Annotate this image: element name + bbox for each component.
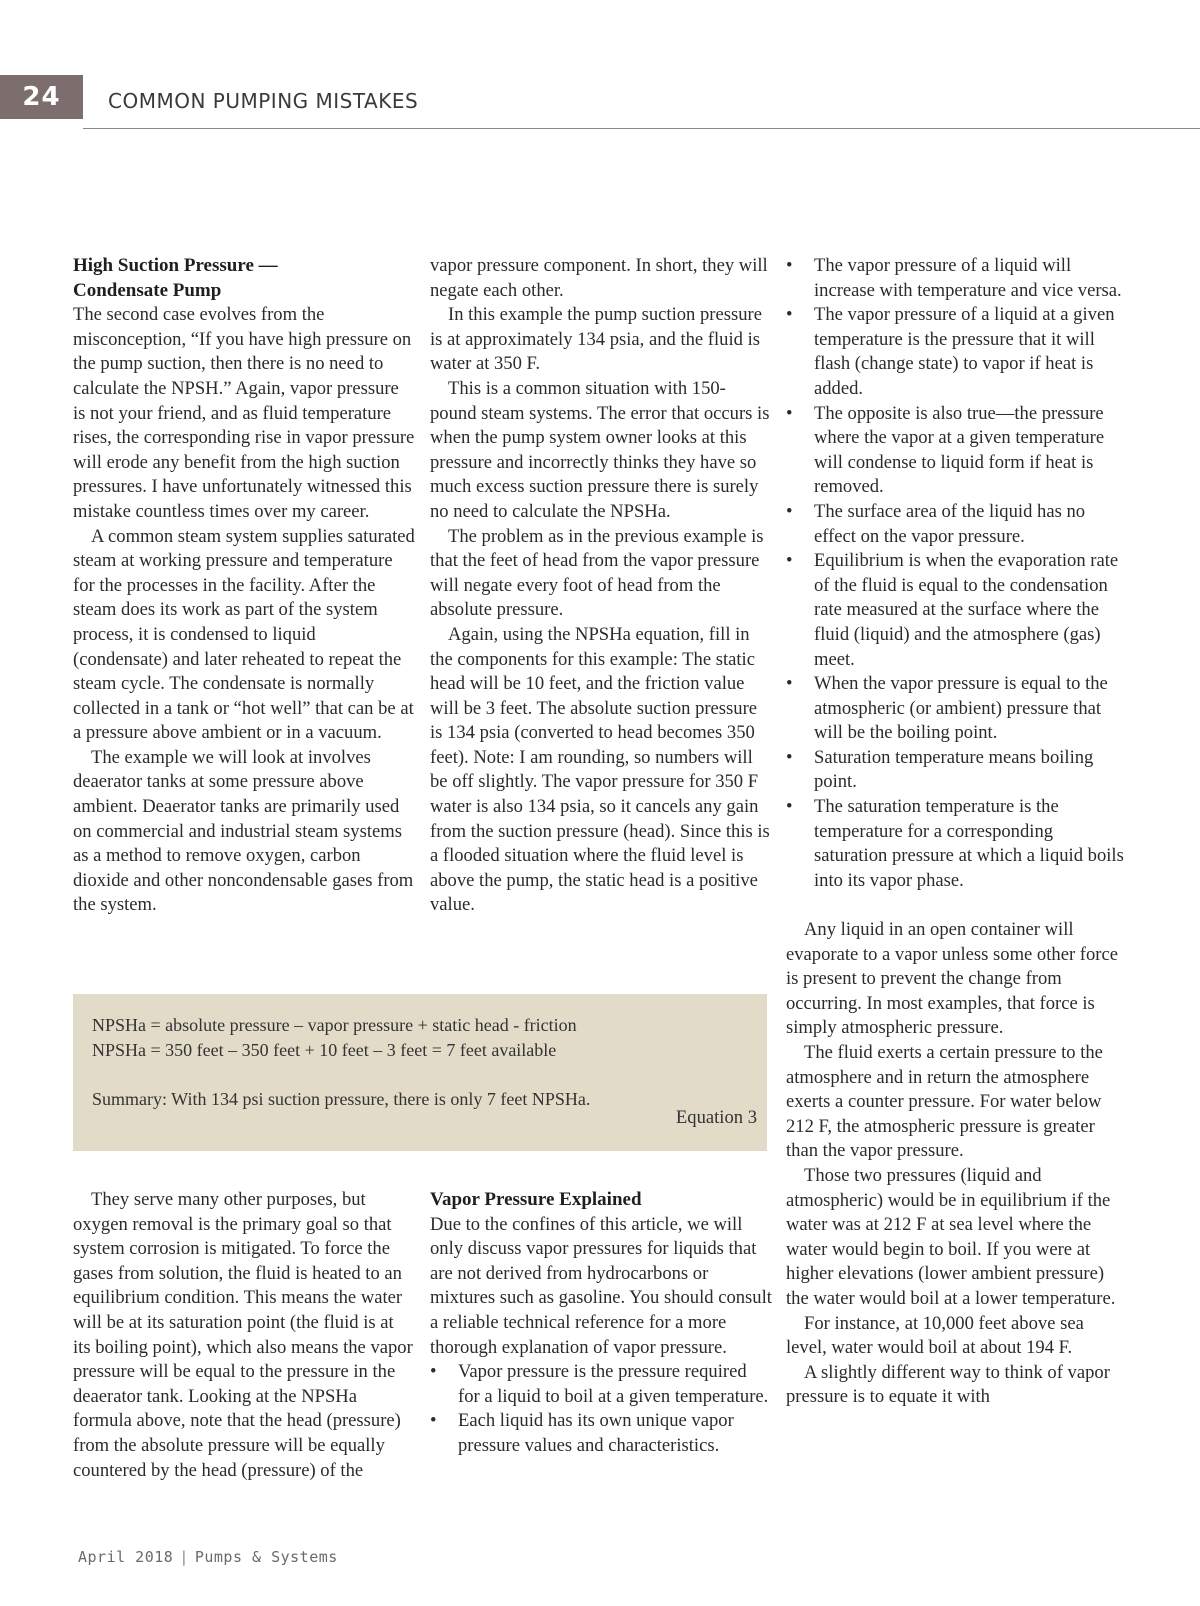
list-item: • Vapor pressure is the pressure required for a liquid to boil at a given temperature.	[430, 1361, 769, 1407]
bullet-icon: •	[786, 304, 793, 326]
paragraph: The example we will look at involves deaerator tanks at some pressure above ambient. Deaerator tanks are primarily used on commercial and industrial steam systems as a method to remove oxygen, carbon dioxide and other noncondensable gases from the system.	[73, 746, 414, 916]
equation-label: Equation 3	[675, 1107, 757, 1128]
column-3	[786, 254, 1128, 1410]
equation-box	[73, 994, 767, 1151]
list-item: • The opposite is also true—the pressure where the vapor at a given temperature will condense to liquid form if heat is removed.	[786, 402, 1105, 498]
heading-high-suction-line2: Condensate Pump	[73, 279, 222, 301]
column-1-top	[73, 254, 415, 918]
equation-summary: Summary: With 134 psi suction pressure, there is only 7 feet NPSHa.	[92, 1089, 591, 1109]
bullet-list	[786, 254, 1128, 893]
paragraph: A common steam system supplies saturated steam at working pressure and temperature for the processes in the facility. After the steam does its work as part of the system process, it is condensed to liquid (condensate) and later reheated to repeat the steam cycle. The condensate is normally collected in a tank or “hot well” that can be at a pressure above ambient or in a vacuum.	[73, 525, 415, 744]
paragraph: The problem as in the previous example is that the feet of head from the vapor pressure will negate every foot of head from the absolute pressure.	[430, 525, 764, 621]
header-divider	[83, 128, 1200, 129]
bullet-icon: •	[786, 746, 793, 768]
paragraph: vapor pressure component. In short, they will negate each other.	[430, 255, 768, 301]
bullet-icon: •	[786, 550, 793, 572]
equation-line-2: NPSHa = 350 feet – 350 feet + 10 feet – 3 feet = 7 feet available	[92, 1040, 557, 1060]
paragraph: This is a common situation with 150-pound steam systems. The error that occurs is when the pump system owner looks at this pressure and incorrectly thinks they have so much excess suction pressure there is surely no need to calculate the NPSHa.	[430, 377, 770, 522]
section-title: COMMON PUMPING MISTAKES	[108, 89, 419, 113]
paragraph: A slightly different way to think of vapor pressure is to equate it with	[786, 1361, 1110, 1408]
column-1-bottom	[73, 1188, 415, 1483]
footer-separator: |	[179, 1548, 189, 1566]
bullet-icon: •	[786, 500, 793, 522]
bullet-icon: •	[786, 796, 793, 818]
list-item: • The vapor pressure of a liquid will increase with temperature and vice versa.	[786, 255, 1122, 301]
paragraph: Any liquid in an open container will evaporate to a vapor unless some other force is present to prevent the change from occurring. In most examples, that force is simply atmospheric pressure.	[786, 919, 1118, 1039]
footer-magazine: Pumps & Systems	[194, 1548, 338, 1566]
bullet-icon: •	[786, 402, 793, 424]
paragraph: Those two pressures (liquid and atmospheric) would be in equilibrium if the water was at 212 F at sea level where the water would begin to boil. If you were at higher elevations (lower ambient pressure) the water would boil at a lower temperature.	[786, 1164, 1116, 1309]
paragraph: They serve many other purposes, but oxygen removal is the primary goal so that system corrosion is mitigated. To force the gases from solution, the fluid is heated to an equilibrium condition. This means the water will be at its saturation point (the fluid is at its boiling point), which also means the vapor pressure will be equal to the pressure in the deaerator tank. Looking at the NPSHa formula above, note that the head (pressure) from the absolute pressure will be equally countered by the head (pressure) of the	[73, 1189, 413, 1481]
bullet-icon: •	[786, 673, 793, 695]
footer	[78, 1548, 338, 1566]
paragraph: For instance, at 10,000 feet above sea level, water would boil at about 194 F.	[786, 1312, 1084, 1359]
list-item: • The vapor pressure of a liquid at a given temperature is the pressure that it will flash (change state) to vapor if heat is added.	[786, 304, 1115, 399]
list-item: • Each liquid has its own unique vapor pressure values and characteristics.	[430, 1410, 734, 1456]
paragraph: The fluid exerts a certain pressure to the atmosphere and in return the atmosphere exerts a counter pressure. For water below 212 F, the atmospheric pressure is greater than the vapor pressure.	[786, 1042, 1103, 1162]
paragraph: Again, using the NPSHa equation, fill in the components for this example: The static head will be 10 feet, and the friction value will be 3 feet. The absolute suction pressure is 134 psia (converted to head becomes 350 feet). Note: I am rounding, so numbers will be off slightly. The vapor pressure for 350 F water is also 134 psia, so it cancels any gain from the suction pressure (head). Since this is a flooded situation where the fluid level is above the pump, the static head is a positive value.	[430, 623, 770, 916]
page-number: 24	[0, 75, 83, 119]
list-item: • The saturation temperature is the temperature for a corresponding saturation pressure at which a liquid boils into its vapor phase.	[786, 796, 1124, 891]
heading-high-suction-line1: High Suction Pressure —	[73, 255, 278, 276]
list-item: • Saturation temperature means boiling point.	[786, 746, 1094, 793]
bullet-list	[430, 1360, 772, 1458]
heading-vapor-pressure-explained: Vapor Pressure Explained	[430, 1189, 642, 1210]
paragraph: Due to the confines of this article, we will only discuss vapor pressures for liquids that are not derived from hydrocarbons or mixtures such as gasoline. You should consult a reliable technical reference for a more thorough explanation of vapor pressure.	[430, 1213, 772, 1358]
list-item: • Equilibrium is when the evaporation rate of the fluid is equal to the condensation rate measured at the surface where the fluid (liquid) and the atmosphere (gas) meet.	[786, 550, 1119, 670]
column-2-bottom	[430, 1188, 772, 1459]
paragraph: The second case evolves from the misconception, “If you have high pressure on the pump suction, then there is no need to calculate the NPSH.” Again, vapor pressure is not your friend, and as fluid temperature rises, the corresponding rise in vapor pressure will erode any benefit from the high suction pressures. I have unfortunately witnessed this mistake countless times over my career.	[73, 304, 415, 522]
list-item: • The surface area of the liquid has no effect on the vapor pressure.	[786, 500, 1086, 547]
list-item: • When the vapor pressure is equal to the atmospheric (or ambient) pressure that will be the boiling point.	[786, 673, 1108, 744]
bullet-icon: •	[430, 1410, 437, 1432]
bullet-icon: •	[786, 255, 793, 276]
column-2-top	[430, 254, 772, 918]
footer-issue: April 2018	[78, 1548, 174, 1566]
bullet-icon: •	[430, 1361, 437, 1383]
paragraph: In this example the pump suction pressure is at approximately 134 psia, and the fluid is water at 350 F.	[430, 304, 762, 375]
equation-line-1: NPSHa = absolute pressure – vapor pressure + static head - friction	[92, 1015, 577, 1035]
